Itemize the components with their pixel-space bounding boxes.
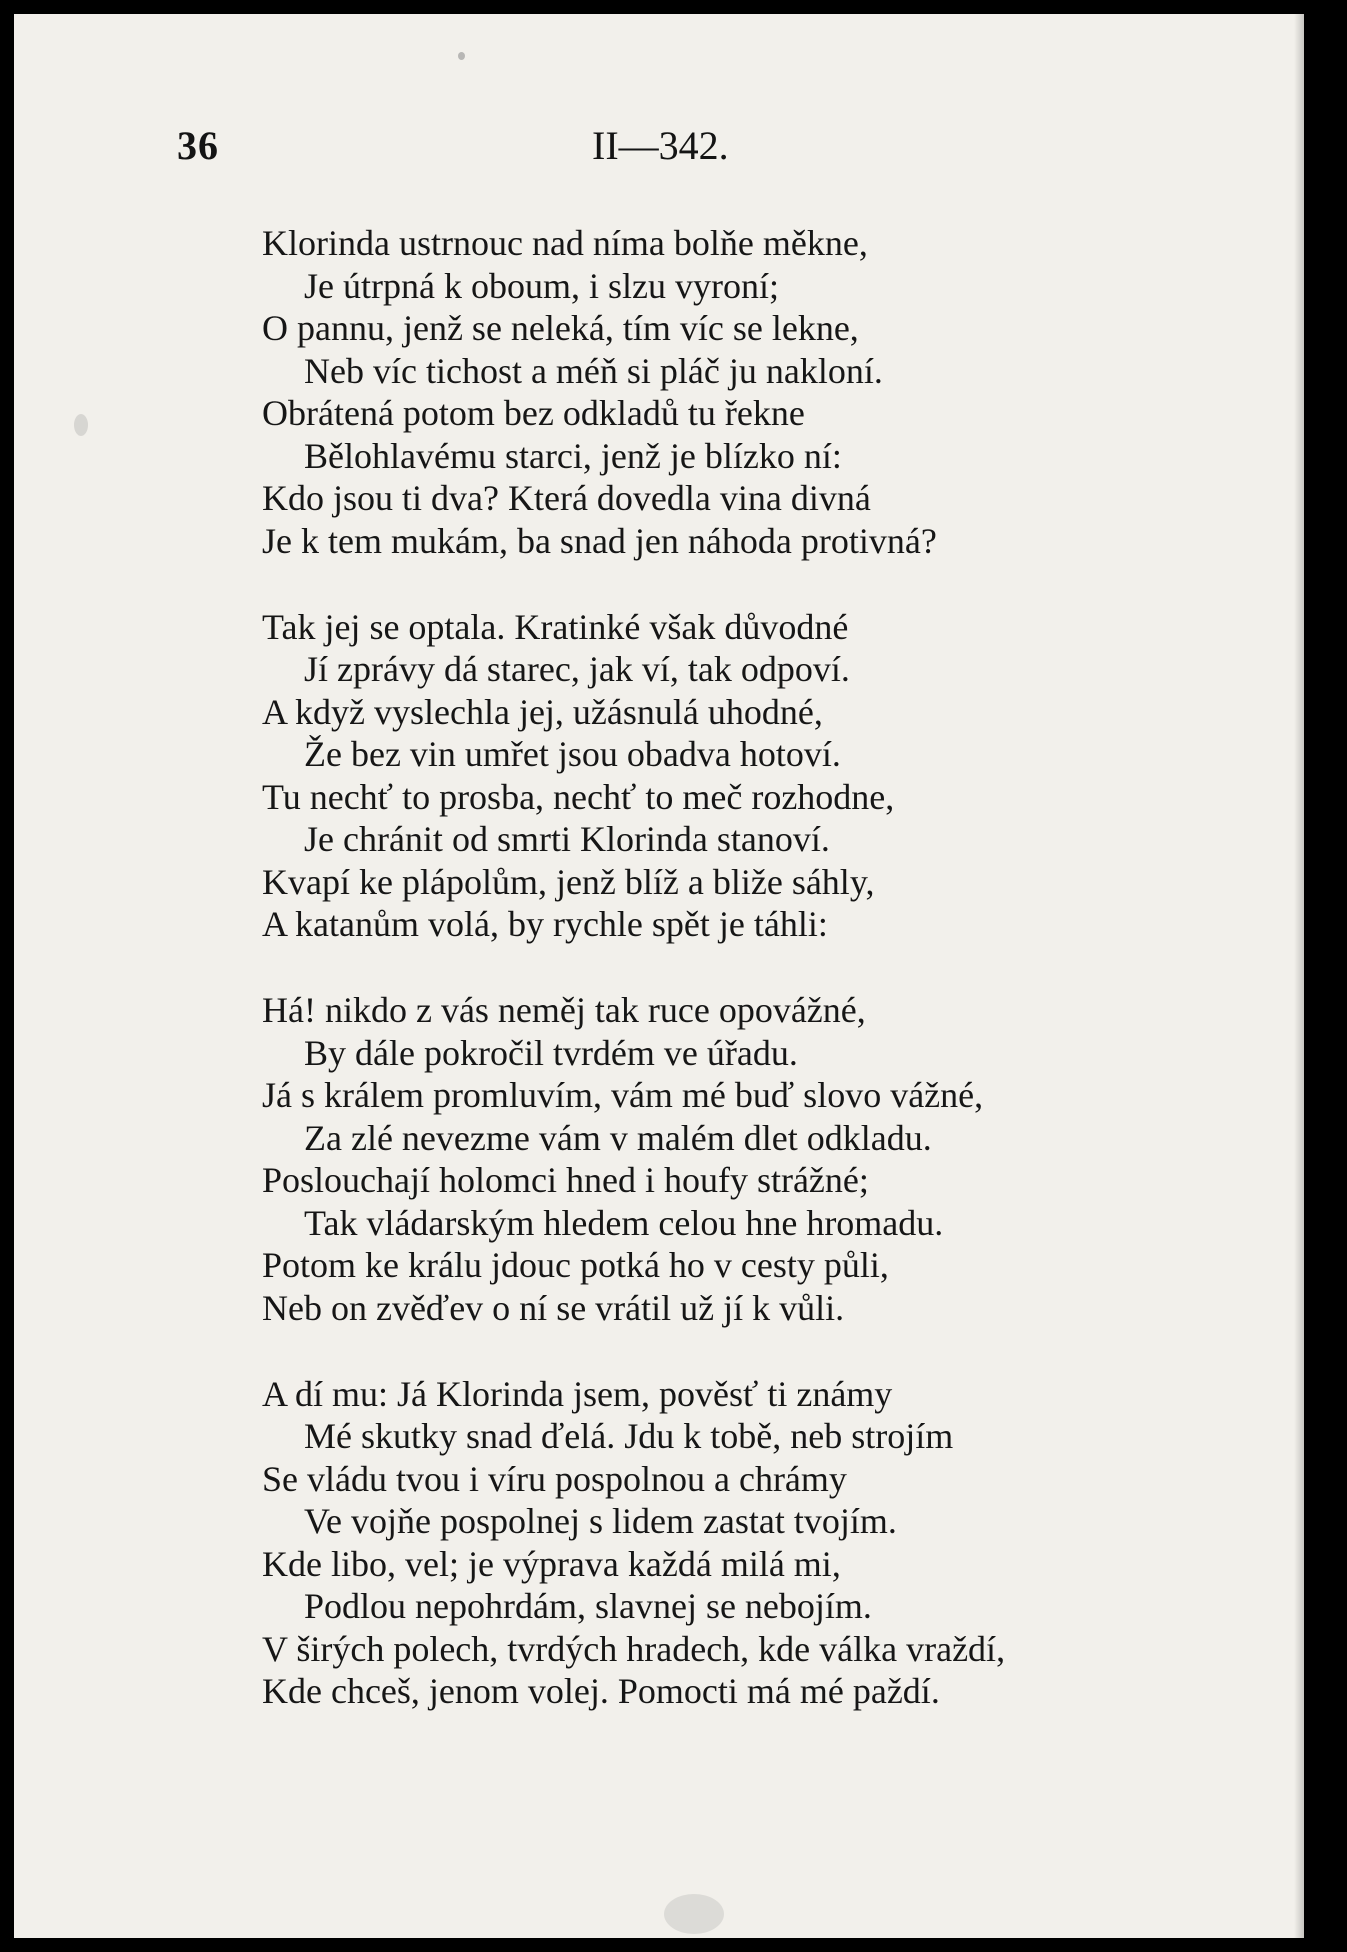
verse-line: A když vyslechla jej, užásnulá uhodné, — [262, 691, 823, 732]
verse-line: Tu nechť to prosba, nechť to meč rozhodne, — [262, 776, 895, 817]
verse-line: Je chránit od smrti Klorinda stanoví. — [304, 819, 830, 859]
signature-mark: II—342. — [592, 123, 729, 168]
page-header — [14, 122, 1304, 172]
poem-body — [262, 222, 1262, 1756]
verse-line: O pannu, jenž se neleká, tím víc se lekne, — [262, 308, 859, 348]
paper-speck — [458, 52, 465, 60]
verse-line: Tak jej se optala. Kratinké však důvodné — [262, 606, 849, 647]
verse-line: Kde chceš, jenom volej. Pomocti má mé paždí. — [262, 1671, 940, 1711]
paper-speck — [74, 414, 88, 436]
verse-line: Je k tem mukám, ba snad jen náhoda protivná? — [262, 520, 937, 561]
stanza — [262, 606, 1262, 946]
verse-line: A dí mu: Já Klorinda jsem, pověsť ti známy — [262, 1373, 893, 1414]
verse-line: Neb on zvěďev o ní se vrátil už jí k vůli. — [262, 1287, 845, 1328]
page-edge-shadow — [1294, 14, 1304, 1938]
verse-line: Poslouchají holomci hned i houfy strážné; — [262, 1160, 869, 1200]
verse-line: Ve vojňe pospolnej s lidem zastat tvojím. — [304, 1501, 897, 1541]
paper-speck — [664, 1894, 724, 1934]
page-number: 36 — [177, 123, 219, 168]
verse-line: Kvapí ke plápolům, jenž blíž a bliže sáhly, — [262, 861, 875, 902]
stanza — [262, 1373, 1262, 1713]
verse-line: Obrátená potom bez odkladů tu řekne — [262, 393, 805, 433]
verse-line: Že bez vin umřet jsou obadva hotoví. — [304, 734, 841, 774]
book-page — [14, 14, 1304, 1938]
verse-line: A katanům volá, by rychle spět je táhli: — [262, 904, 828, 944]
verse-line: Se vládu tvou i víru pospolnou a chrámy — [262, 1458, 847, 1499]
verse-line: Mé skutky snad ďelá. Jdu k tobě, neb strojím — [304, 1416, 954, 1456]
stanza — [262, 222, 1262, 562]
verse-line: Bělohlavému starci, jenž je blízko ní: — [304, 435, 842, 476]
verse-line: Podlou nepohrdám, slavnej se nebojím. — [304, 1586, 872, 1626]
verse-line: By dále pokročil tvrdém ve úřadu. — [304, 1032, 798, 1073]
verse-line: Já s králem promluvím, vám mé buď slovo vážné, — [262, 1075, 984, 1115]
verse-line: Kdo jsou ti dva? Která dovedla vina divná — [262, 478, 871, 518]
stanza — [262, 989, 1262, 1329]
verse-line: Há! nikdo z vás neměj tak ruce opovážné, — [262, 990, 866, 1030]
verse-line: Neb víc tichost a méň si pláč ju nakloní. — [304, 350, 883, 391]
verse-line: Potom ke králu jdouc potká ho v cesty půli, — [262, 1245, 889, 1285]
verse-line: Kde libo, vel; je výprava každá milá mi, — [262, 1543, 841, 1584]
verse-line: V širých polech, tvrdých hradech, kde válka vraždí, — [262, 1628, 1006, 1669]
verse-line: Tak vládarským hledem celou hne hromadu. — [304, 1202, 944, 1243]
verse-line: Jí zprávy dá starec, jak ví, tak odpoví. — [304, 649, 850, 689]
verse-line: Je útrpná k oboum, i slzu vyroní; — [304, 265, 779, 306]
verse-line: Za zlé nevezme vám v malém dlet odkladu. — [304, 1117, 932, 1158]
verse-line: Klorinda ustrnouc nad níma bolňe měkne, — [262, 223, 868, 263]
